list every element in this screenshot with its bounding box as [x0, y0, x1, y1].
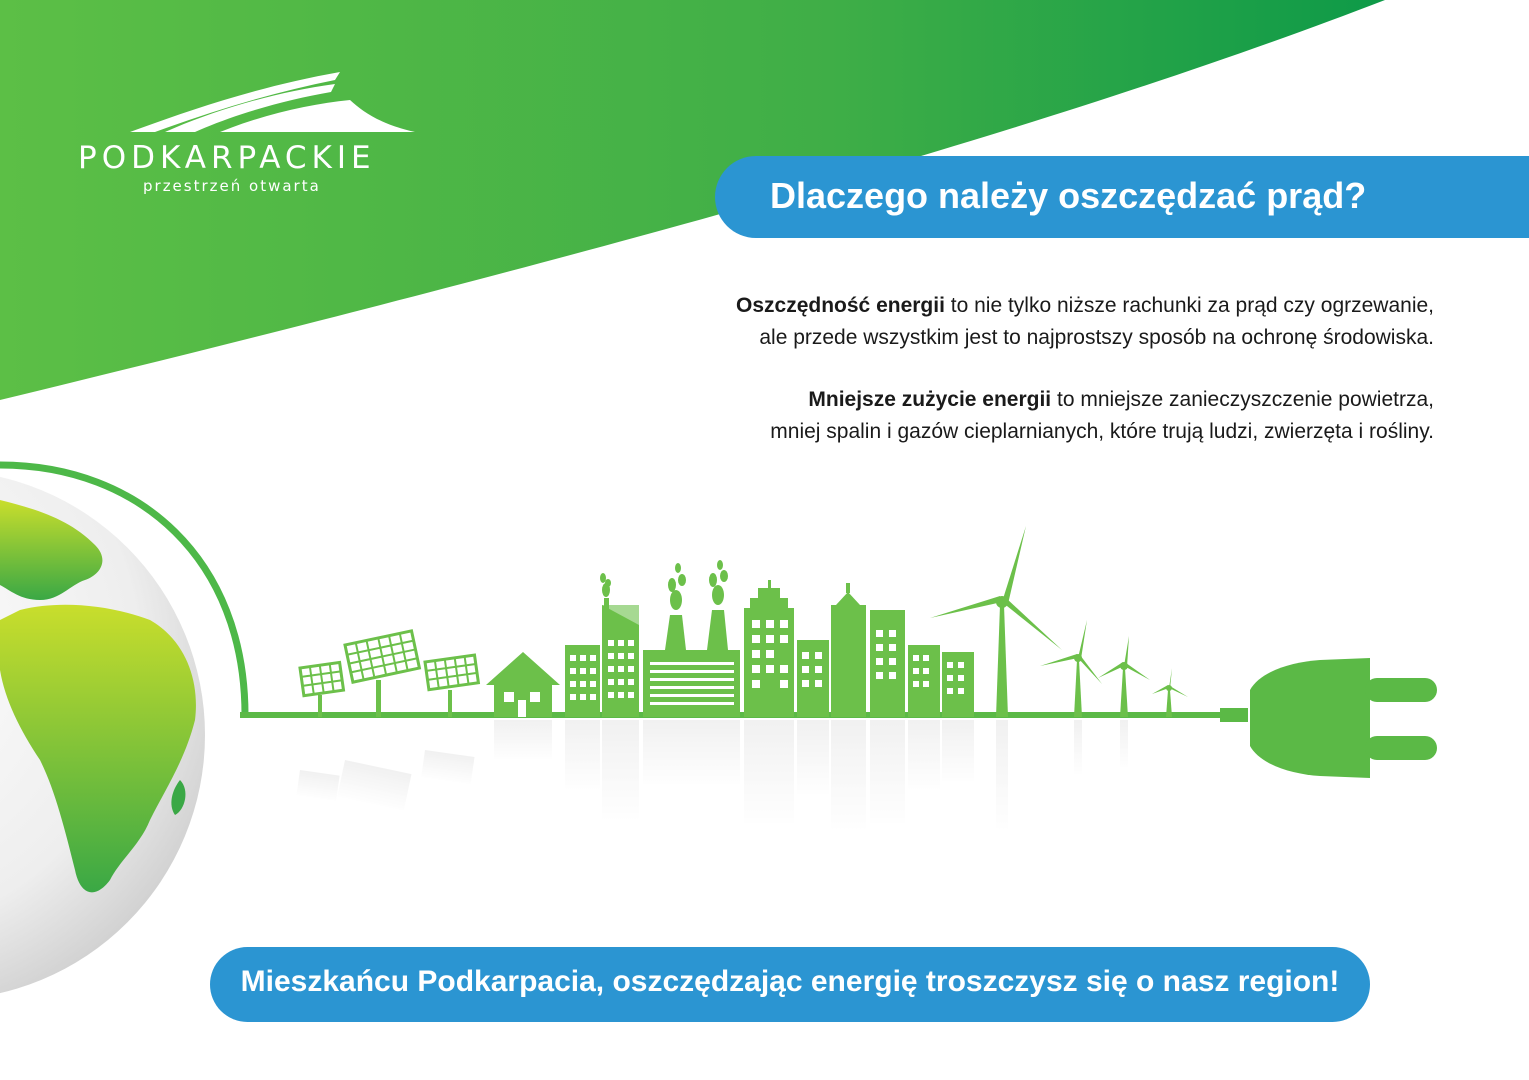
paragraph-2-line2: mniej spalin i gazów cieplarnianych, które trują ludzi, zwierzęta i rośliny. [770, 420, 1434, 443]
solar-panel-icon [300, 662, 344, 717]
logo-swoosh-icon [125, 62, 425, 142]
paragraph-2 [614, 384, 1434, 448]
footer-banner [210, 947, 1370, 1022]
power-plug-icon [1220, 658, 1437, 778]
wind-turbine-icon [1040, 620, 1102, 717]
paragraph-2-bold: Mniejsze zużycie energii [808, 388, 1052, 411]
leaf-icon [600, 573, 611, 610]
paragraph-1-line2: ale przede wszystkim jest to najprostszy sposób na ochronę środowiska. [759, 326, 1434, 349]
wind-turbine-icon [1152, 668, 1188, 717]
podkarpackie-logo [70, 62, 420, 202]
footer-slogan: Mieszkańcu Podkarpacia, oszczędzając energię troszczysz się o nasz region! [240, 965, 1340, 998]
reflection [296, 720, 1128, 830]
body-text [614, 290, 1434, 478]
house-icon [486, 652, 560, 717]
paragraph-1-bold: Oszczędność energii [736, 294, 945, 317]
factory-icon [643, 560, 740, 717]
paragraph-2-line1: to mniejsze zanieczyszczenie powietrza, [1051, 388, 1434, 411]
solar-panel-icon [425, 655, 478, 717]
solar-panel-icon [345, 631, 419, 717]
paragraph-1 [614, 290, 1434, 354]
building-icon [744, 580, 974, 717]
page-title: Dlaczego należy oszczędzać prąd? [770, 175, 1367, 216]
paragraph-1-line1: to nie tylko niższe rachunki za prąd czy ogrzewanie, [944, 294, 1434, 317]
building-icon [565, 605, 639, 717]
logo-tagline: przestrzeń otwarta [143, 177, 321, 195]
title-banner [715, 156, 1529, 238]
wind-turbine-icon [1098, 636, 1150, 717]
logo-wordmark: PODKARPACKIE [78, 140, 376, 176]
globe-icon [0, 470, 205, 1000]
